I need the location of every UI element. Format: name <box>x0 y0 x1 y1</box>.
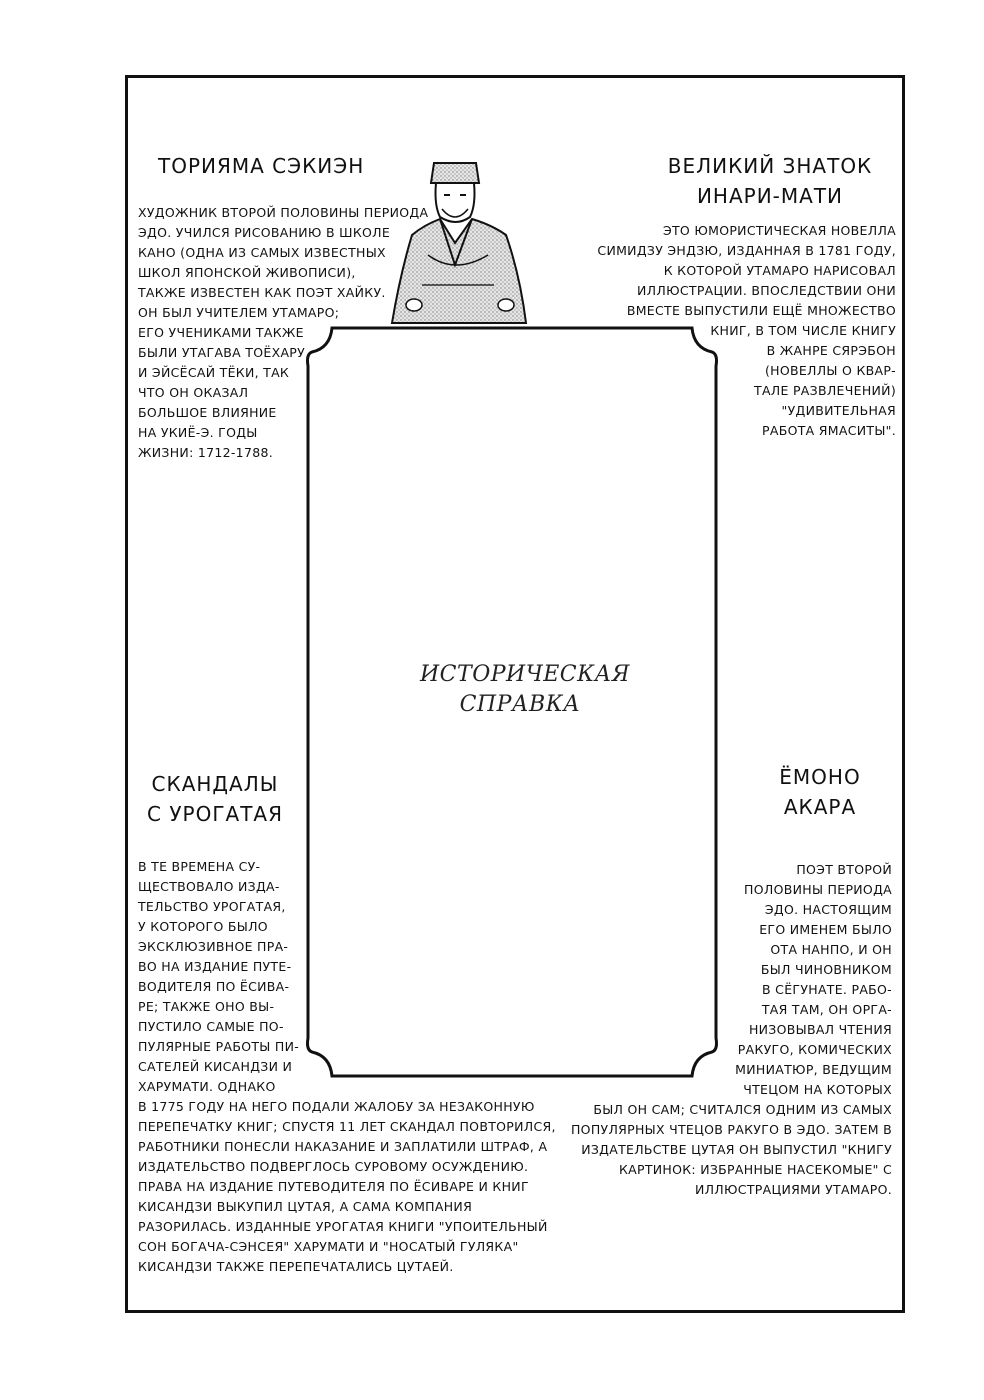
text-line: В ЖАНРЕ СЯРЭБОН <box>766 343 896 358</box>
text-line: БЫЛ ЧИНОВНИКОМ <box>760 962 892 977</box>
text-line: К КОТОРОЙ УТАМАРО НАРИСОВАЛ <box>663 263 896 278</box>
frame-title-line: СПРАВКА <box>459 692 581 717</box>
text-line: БЫЛИ УТАГАВА ТОЁХАРУ <box>138 345 306 360</box>
text-line: ХУДОЖНИК ВТОРОЙ ПОЛОВИНЫ ПЕРИОДА <box>138 205 429 220</box>
text-line: В 1775 ГОДУ НА НЕГО ПОДАЛИ ЖАЛОБУ ЗА НЕЗАКОННУЮ <box>138 1099 535 1114</box>
text-line: ЩЕСТВОВАЛО ИЗДА- <box>138 879 280 894</box>
text-line: СОН БОГАЧА-СЭНСЕЯ" ХАРУМАТИ И "НОСАТЫЙ ГУЛЯКА" <box>138 1239 519 1254</box>
text-line: НИЗОВЫВАЛ ЧТЕНИЯ <box>748 1022 892 1037</box>
text-line: ТАЯ ТАМ, ОН ОРГА- <box>761 1002 892 1017</box>
text-line: ПОЛОВИНЫ ПЕРИОДА <box>744 882 892 897</box>
text-line: ТЕЛЬСТВО УРОГАТАЯ, <box>138 899 286 914</box>
frame-title-line: ИСТОРИЧЕСКАЯ <box>420 662 631 687</box>
text-line: КИСАНДЗИ ВЫКУПИЛ ЦУТАЯ, А САМА КОМПАНИЯ <box>138 1199 473 1214</box>
frame-title <box>420 660 631 720</box>
text-line: ИЛЛЮСТРАЦИЯМИ УТАМАРО. <box>694 1182 892 1197</box>
toriyama-text <box>138 203 428 463</box>
text-line: БЫЛ ОН САМ; СЧИТАЛСЯ ОДНИМ ИЗ САМЫХ <box>593 1102 892 1117</box>
text-line: ИЗДАТЕЛЬСТВО ПОДВЕРГЛОСЬ СУРОВОМУ ОСУЖДЕНИЮ. <box>138 1159 529 1174</box>
text-line: КНИГ, В ТОМ ЧИСЛЕ КНИГУ <box>710 323 896 338</box>
text-line: КАРТИНОК: ИЗБРАННЫЕ НАСЕКОМЫЕ" С <box>618 1162 892 1177</box>
text-line: ВОДИТЕЛЯ ПО ЁСИВА- <box>138 979 290 994</box>
text-line: РАБОТНИКИ ПОНЕСЛИ НАКАЗАНИЕ И ЗАПЛАТИЛИ ШТРАФ, А <box>138 1139 548 1154</box>
text-line: ПУСТИЛО САМЫЕ ПО- <box>138 1019 284 1034</box>
title-line: АКАРА <box>783 795 857 819</box>
text-line: ЭТО ЮМОРИСТИЧЕСКАЯ НОВЕЛЛА <box>662 223 896 238</box>
text-line: ПЕРЕПЕЧАТКУ КНИГ; СПУСТЯ 11 ЛЕТ СКАНДАЛ ПОВТОРИЛСЯ, <box>138 1119 556 1134</box>
text-line: РАКУГО, КОМИЧЕСКИХ <box>737 1042 892 1057</box>
text-line: "УДИВИТЕЛЬНАЯ <box>781 403 896 418</box>
title-line: ВЕЛИКИЙ ЗНАТОК <box>667 154 873 178</box>
text-line: РАБОТА ЯМАСИТЫ". <box>762 423 896 438</box>
text-line: ОН БЫЛ УЧИТЕЛЕМ УТАМАРО; <box>138 305 340 320</box>
text-line: ШКОЛ ЯПОНСКОЙ ЖИВОПИСИ), <box>138 265 356 280</box>
text-line: КИСАНДЗИ ТАКЖЕ ПЕРЕПЕЧАТАЛИСЬ ЦУТАЕЙ. <box>138 1259 454 1274</box>
text-line: КАНО (ОДНА ИЗ САМЫХ ИЗВЕСТНЫХ <box>138 245 386 260</box>
text-line: САТЕЛЕЙ КИСАНДЗИ И <box>138 1059 293 1074</box>
text-line: ЧТО ОН ОКАЗАЛ <box>138 385 249 400</box>
toriyama-title: ТОРИЯМА СЭКИЭН <box>158 154 365 178</box>
text-line: ЧТЕЦОМ НА КОТОРЫХ <box>743 1082 892 1097</box>
text-line: В ТЕ ВРЕМЕНА СУ- <box>138 859 261 874</box>
urogataya-text-narrow <box>138 857 299 1097</box>
title-line: ИНАРИ-МАТИ <box>696 184 844 208</box>
text-line: ХАРУМАТИ. ОДНАКО <box>138 1079 276 1094</box>
text-line: ЕГО ИМЕНЕМ БЫЛО <box>759 922 892 937</box>
text-line: ПОПУЛЯРНЫХ ЧТЕЦОВ РАКУГО В ЭДО. ЗАТЕМ В <box>570 1122 892 1137</box>
inari-title <box>660 151 880 211</box>
text-line: ЭДО. НАСТОЯЩИМ <box>764 902 892 917</box>
text-line: ИЗДАТЕЛЬСТВЕ ЦУТАЯ ОН ВЫПУСТИЛ "КНИГУ <box>581 1142 892 1157</box>
text-line: БОЛЬШОЕ ВЛИЯНИЕ <box>138 405 277 420</box>
text-line: В СЁГУНАТЕ. РАБО- <box>762 982 892 997</box>
text-line: ЭДО. УЧИЛСЯ РИСОВАНИЮ В ШКОЛЕ <box>138 225 391 240</box>
text-line: ВМЕСТЕ ВЫПУСТИЛИ ЕЩЁ МНОЖЕСТВО <box>626 303 896 318</box>
yomono-text-narrow <box>700 860 892 1100</box>
text-line: СИМИДЗУ ЭНДЗЮ, ИЗДАННАЯ В 1781 ГОДУ, <box>597 243 896 258</box>
title-line: С УРОГАТАЯ <box>147 802 283 826</box>
text-line: ИЛЛЮСТРАЦИИ. ВПОСЛЕДСТВИИ ОНИ <box>637 283 896 298</box>
text-line: ОТА НАНПО, И ОН <box>770 942 892 957</box>
text-line: ПОЭТ ВТОРОЙ <box>796 862 892 877</box>
text-line: ВО НА ИЗДАНИЕ ПУТЕ- <box>138 959 292 974</box>
text-line: ЖИЗНИ: 1712-1788. <box>138 445 273 460</box>
text-line: ПУЛЯРНЫЕ РАБОТЫ ПИ- <box>138 1039 300 1054</box>
text-line: МИНИАТЮР, ВЕДУЩИМ <box>735 1062 892 1077</box>
text-line: ЕГО УЧЕНИКАМИ ТАКЖЕ <box>138 325 304 340</box>
urogataya-title <box>140 769 290 829</box>
inari-text <box>560 221 896 441</box>
text-line: У КОТОРОГО БЫЛО <box>138 919 268 934</box>
urogataya-text-wide <box>138 1097 556 1277</box>
text-line: ТАКЖЕ ИЗВЕСТЕН КАК ПОЭТ ХАЙКУ. <box>138 285 386 300</box>
text-line: ЭКСКЛЮЗИВНОЕ ПРА- <box>138 939 289 954</box>
yomono-text-wide <box>560 1100 892 1200</box>
text-line: ПРАВА НА ИЗДАНИЕ ПУТЕВОДИТЕЛЯ ПО ЁСИВАРЕ И КНИГ <box>138 1179 529 1194</box>
text-line: НА УКИЁ-Э. ГОДЫ <box>138 425 258 440</box>
title-line: СКАНДАЛЫ <box>151 772 279 796</box>
text-line: РЕ; ТАКЖЕ ОНО ВЫ- <box>138 999 275 1014</box>
text-line: И ЭЙСЁСАЙ ТЁКИ, ТАК <box>138 365 290 380</box>
yomono-title <box>740 762 900 822</box>
text-line: ТАЛЕ РАЗВЛЕЧЕНИЙ) <box>754 383 896 398</box>
title-line: ЁМОНО <box>779 765 861 789</box>
text-line: РАЗОРИЛАСЬ. ИЗДАННЫЕ УРОГАТАЯ КНИГИ "УПОИТЕЛЬНЫЙ <box>138 1219 548 1234</box>
text-line: (НОВЕЛЛЫ О КВАР- <box>764 363 896 378</box>
